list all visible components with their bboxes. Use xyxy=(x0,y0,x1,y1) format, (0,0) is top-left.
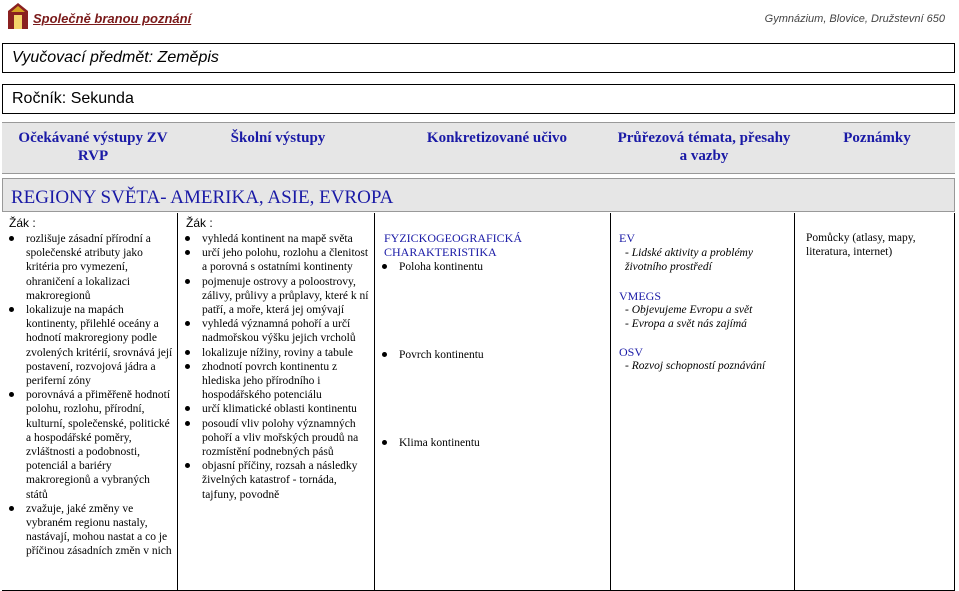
list-item: vyhledá významná pohoří a určí nadmořskou výšku jejich vrcholů xyxy=(178,317,372,345)
topic-code-osv: OSV xyxy=(619,345,644,359)
column-cross-topics xyxy=(610,213,794,591)
school-outcomes-list xyxy=(178,232,372,502)
student-intro: Žák : xyxy=(9,216,36,230)
list-item: zhodnotí povrch kontinentu z hlediska jeho přírodního i hospodářského potenciálu xyxy=(178,360,372,403)
school-logo-icon xyxy=(8,3,28,29)
list-item: zvažuje, jaké změny ve vybraném regionu nastaly, nastávají, mohou nastat a co je příčinou zásadních změn v nich xyxy=(2,502,174,559)
list-item: objasní příčiny, rozsah a následky živelných katastrof - tornáda, tajfuny, povodně xyxy=(178,459,372,502)
column-notes xyxy=(794,213,955,591)
region-title: REGIONY SVĚTA- AMERIKA, ASIE, EVROPA xyxy=(11,187,394,208)
table-border-right xyxy=(954,213,955,591)
outcomes-list xyxy=(2,232,174,559)
page-header xyxy=(0,0,959,37)
list-item: porovnává a přiměřeně hodnotí polohu, rozlohu, přírodní, kulturní, společenské, politické a hospodářské poměry, zvláštnosti a podobnosti, potenciál a bariéry makroregionů a vybraných států xyxy=(2,388,174,502)
list-item: vyhledá kontinent na mapě světa xyxy=(178,232,372,246)
region-row xyxy=(2,178,955,212)
column-header-cross-topics: Průřezová témata, přesahy a vazby xyxy=(617,130,791,164)
list-item: určí jeho polohu, rozlohu a členitost a porovná s ostatními kontinenty xyxy=(178,246,372,274)
list-item: Povrch kontinentu xyxy=(375,348,605,362)
subject-title: Vyučovací předmět: Zeměpis xyxy=(12,49,219,66)
topic-code-vmegs: VMEGS xyxy=(619,289,662,303)
list-item: lokalizuje na mapách kontinenty, přilehlé oceány a hodnotí makroregiony podle zvolených kritérií, srovnává její postavení, rozvojová jádra a periferní zóny xyxy=(2,303,174,388)
grade-box xyxy=(2,84,955,114)
subject-box xyxy=(2,43,955,73)
column-header-notes: Poznámky xyxy=(843,130,911,146)
list-item: Klima kontinentu xyxy=(375,436,605,450)
list-item: určí klimatické oblasti kontinentu xyxy=(178,402,372,416)
list-item: posoudí vliv polohy významných pohoří a vliv mořských proudů na rozmístění podnebných pásů xyxy=(178,417,372,460)
school-name: Gymnázium, Blovice, Družstevní 650 xyxy=(764,13,945,25)
topic-item: - Rozvoj schopností poznávání xyxy=(625,360,766,372)
topic-item: - Evropa a svět nás zajímá xyxy=(625,318,747,330)
student-intro: Žák : xyxy=(186,216,213,230)
column-header-curriculum: Konkretizované učivo xyxy=(426,130,568,146)
column-school-outcomes xyxy=(177,213,374,591)
column-header-row xyxy=(2,122,955,174)
column-curriculum xyxy=(374,213,610,591)
column-header-outcomes: Očekávané výstupy ZV RVP xyxy=(18,130,168,164)
list-item: pojmenuje ostrovy a poloostrovy, zálivy, průlivy a průplavy, které k ní patří, a moře, která jej omývají xyxy=(178,275,372,318)
grade-title: Ročník: Sekunda xyxy=(12,90,134,107)
brand-title[interactable]: Společně branou poznání xyxy=(33,11,192,26)
curriculum-title: FYZICKOGEOGRAFICKÁ CHARAKTERISTIKA xyxy=(384,231,523,259)
list-item: lokalizuje nížiny, roviny a tabule xyxy=(178,346,372,360)
column-expected-outcomes xyxy=(2,213,177,591)
topic-code-ev: EV xyxy=(619,231,635,245)
topic-item: - Objevujeme Evropu a svět xyxy=(625,304,753,316)
list-item: Poloha kontinentu xyxy=(375,260,605,274)
topic-item: - Lidské aktivity a problémy životního prostředí xyxy=(625,247,753,274)
column-header-school-outcomes: Školní výstupy xyxy=(230,130,326,146)
notes-text: Pomůcky (atlasy, mapy, literatura, internet) xyxy=(806,232,916,259)
list-item: rozlišuje zásadní přírodní a společenské atributy jako kritéria pro vymezení, ohraničení a lokalizaci makroregionů xyxy=(2,232,174,303)
